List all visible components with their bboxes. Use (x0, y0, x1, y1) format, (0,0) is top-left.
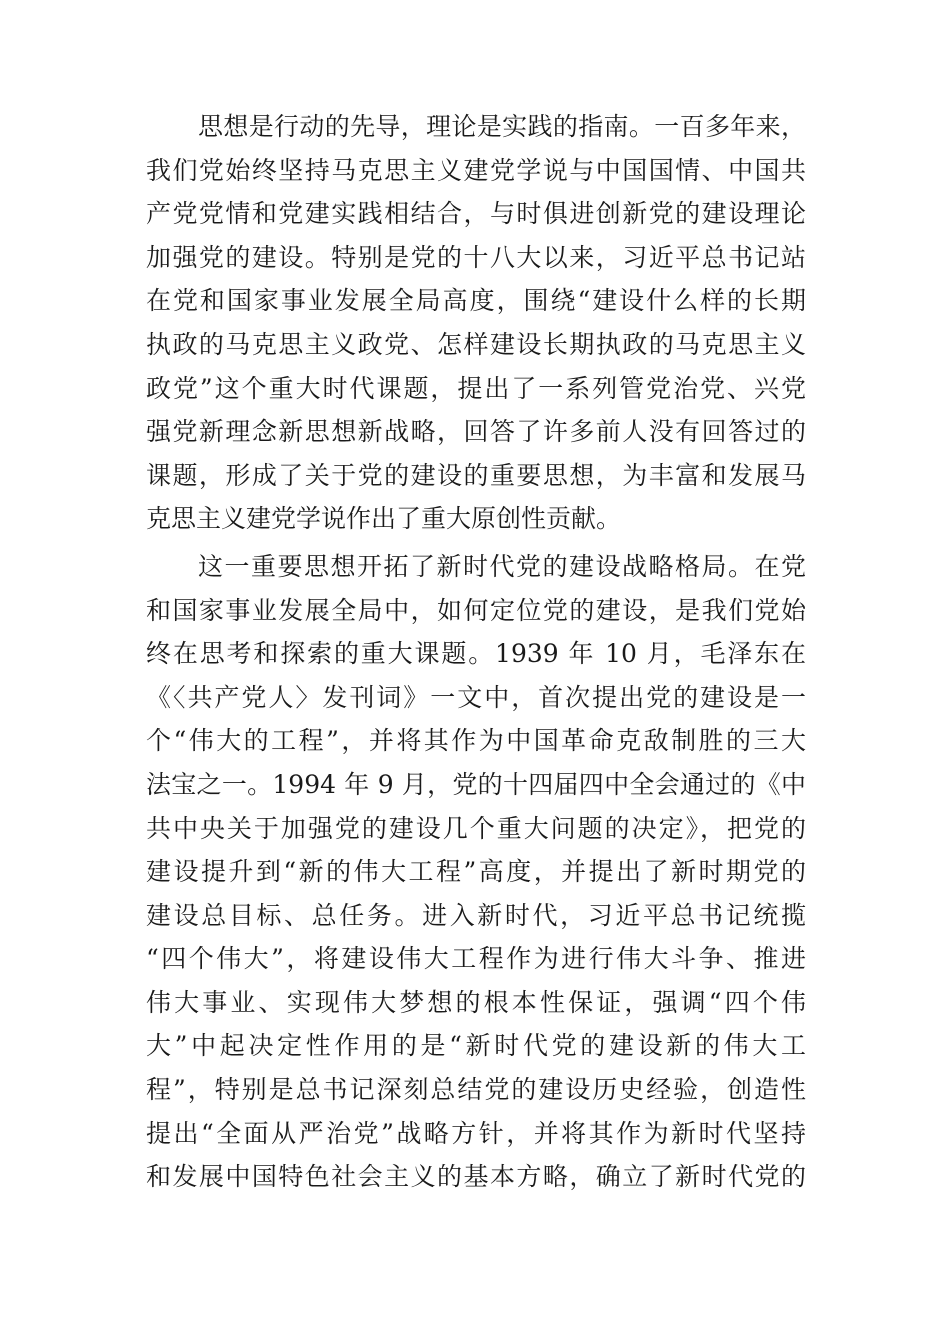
paragraph-line: 思想是行动的先导，理论是实践的指南。一百多年来， (198, 112, 806, 141)
paragraph-line: 在党和国家事业发展全局高度，围绕“建设什么样的长期 (146, 286, 806, 316)
paragraph-line: 终在思考和探索的重大课题。1939 年 10 月，毛泽东在 (146, 639, 806, 669)
paragraph-line: 课题，形成了关于党的建设的重要思想，为丰富和发展马 (146, 460, 806, 490)
paragraph-line: 大”中起决定性作用的是“新时代党的建设新的伟大工 (146, 1031, 806, 1061)
paragraph-line: 执政的马克思主义政党、怎样建设长期执政的马克思主义 (146, 329, 806, 359)
paragraph-line: 法宝之一。1994 年 9 月，党的十四届四中全会通过的《中 (146, 769, 806, 799)
paragraph-line: 产党党情和党建实践相结合，与时俱进创新党的建设理论 (146, 199, 806, 229)
paragraph-2 (146, 545, 806, 1199)
paragraph-line: 和发展中国特色社会主义的基本方略，确立了新时代党的 (146, 1162, 806, 1192)
paragraph-1 (146, 105, 806, 541)
paragraph-line: 个“伟大的工程”，并将其作为中国革命克敌制胜的三大 (146, 726, 806, 756)
paragraph-line: 建设总目标、总任务。进入新时代，习近平总书记统揽 (146, 900, 806, 930)
paragraph-line: 这一重要思想开拓了新时代党的建设战略格局。在党 (198, 551, 806, 581)
paragraph-line: 《〈共产党人〉发刊词》一文中，首次提出党的建设是一 (146, 682, 806, 712)
paragraph-line: 我们党始终坚持马克思主义建党学说与中国国情、中国共 (146, 155, 806, 185)
paragraph-line: 程”，特别是总书记深刻总结党的建设历史经验，创造性 (146, 1075, 806, 1105)
paragraph-line: 和国家事业发展全局中，如何定位党的建设，是我们党始 (146, 595, 806, 625)
paragraph-line: 加强党的建设。特别是党的十八大以来，习近平总书记站 (146, 242, 806, 272)
paragraph-line: 建设提升到“新的伟大工程”高度，并提出了新时期党的 (146, 857, 806, 887)
document-body (146, 105, 806, 1199)
paragraph-line: 克思主义建党学说作出了重大原创性贡献。 (146, 504, 622, 534)
paragraph-line: 强党新理念新思想新战略，回答了许多前人没有回答过的 (146, 417, 806, 447)
paragraph-line: 共中央关于加强党的建设几个重大问题的决定》，把党的 (146, 813, 806, 843)
paragraph-line: 提出“全面从严治党”战略方针，并将其作为新时代坚持 (146, 1118, 806, 1148)
paragraph-line: “四个伟大”，将建设伟大工程作为进行伟大斗争、推进 (146, 944, 806, 974)
paragraph-line: 政党”这个重大时代课题，提出了一系列管党治党、兴党 (146, 373, 806, 403)
paragraph-line: 伟大事业、实现伟大梦想的根本性保证，强调“四个伟 (146, 987, 806, 1017)
